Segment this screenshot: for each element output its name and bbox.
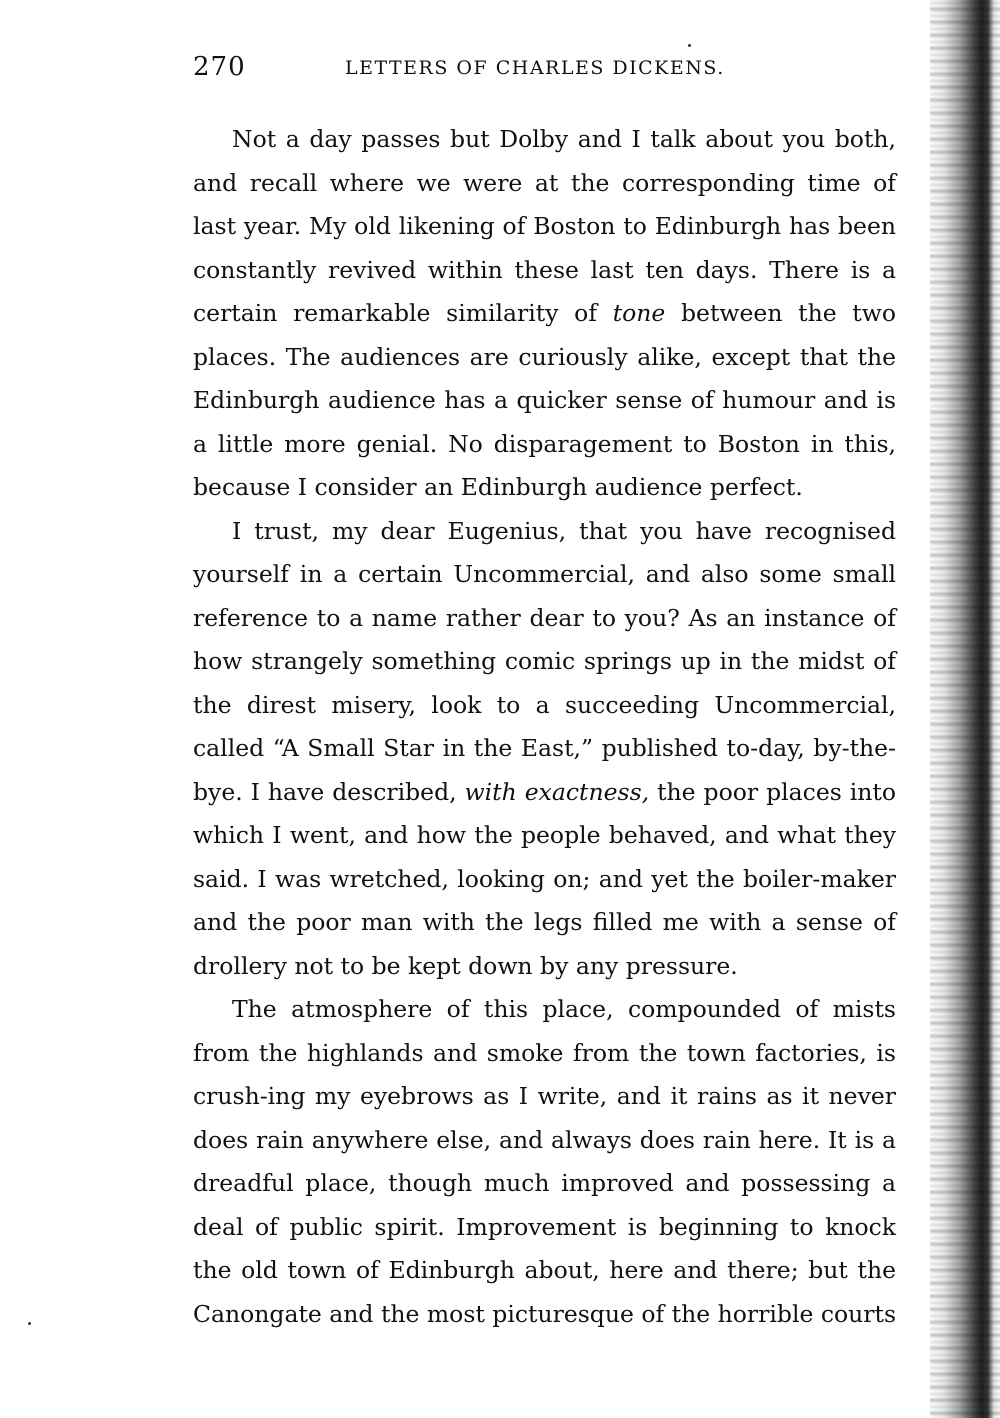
running-head-title: LETTERS OF CHARLES DICKENS. <box>345 57 725 79</box>
paragraph-2 <box>193 510 896 989</box>
paragraph-2-text-continued: the poor places into which I went, and how the people behaved, and what they said. I was wretched, looking on; and yet the boiler-maker and the poor man with the legs filled me with a sense of drollery not to be kept down by any pressure. <box>193 777 896 980</box>
paragraph-1 <box>193 118 896 510</box>
paragraph-1-text-continued: between the two places. The audiences are curiously alike, except that the Edinburgh audience has a quicker sense of humour and is a little more genial. No disparagement to Boston in this, because I consider an Edinburgh audience perfect. <box>193 299 897 501</box>
scan-speck <box>688 44 691 47</box>
scan-binding-edge <box>930 0 1000 1418</box>
paragraph-2-italic-with-exactness: with exactness, <box>464 777 650 806</box>
page-number: 270 <box>193 52 246 82</box>
paragraph-3 <box>193 988 896 1336</box>
running-head <box>193 52 753 88</box>
paragraph-3-text: The atmosphere of this place, compounded of mists from the highlands and smoke from the town factories, is crush-ing my eyebrows as I write, and it rains as it never does rain anywhere else, and always does rain here. It is a dreadful place, though much improved and possessing a deal of public spirit. Improvement is beginning to knock the old town of Edinburgh about, here and there; but the Canongate and the most picturesque of the horrible courts <box>193 995 897 1328</box>
scan-speck <box>28 1322 31 1325</box>
paragraph-1-italic-tone: tone <box>612 299 666 327</box>
paragraph-1-text: Not a day passes but Dolby and I talk about you both, and recall where we were at the corresponding time of last year. My old likening of Boston to Edinburgh has been constantly revived within these last ten days. There is a certain remarkable similarity of <box>193 125 896 327</box>
paragraph-2-text: I trust, my dear Eugenius, that you have recognised yourself in a certain Uncommercial, and also some small reference to a name rather dear to you? As an instance of how strangely something comic springs up in the midst of the direst misery, look to a succeeding Uncommercial, called “A Small Star in the East,” published to-day, by-the-bye. I have described, <box>193 516 896 806</box>
body-text <box>193 118 896 1336</box>
